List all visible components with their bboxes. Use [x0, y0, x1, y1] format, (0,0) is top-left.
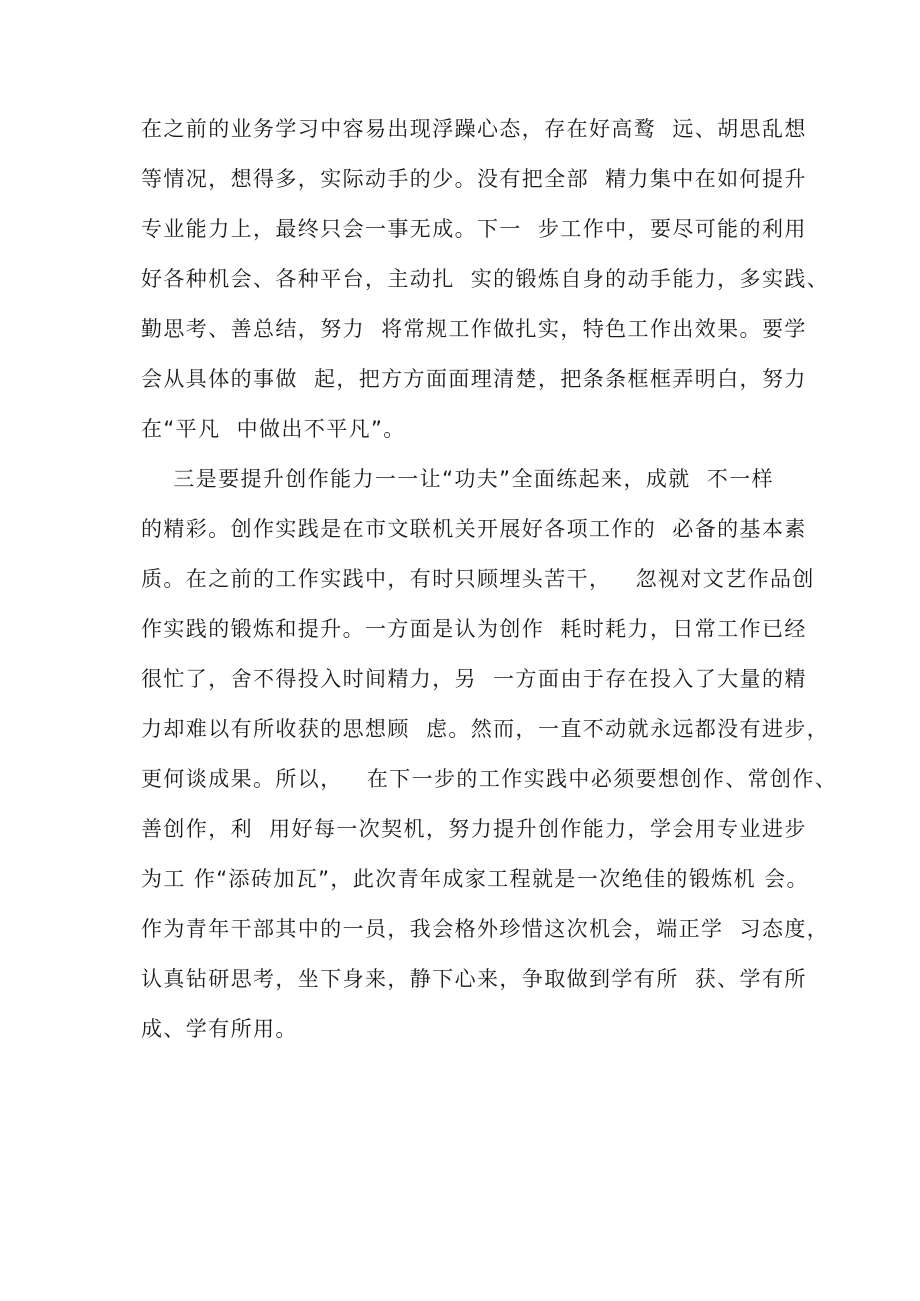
paragraph-line: 质。在之前的工作实践中，有时只顾埋头苦干， 忽视对文艺作品创	[141, 567, 815, 591]
paragraph-line: 三是要提升创作能力一一让“功夫”全面练起来，成就 不一样	[141, 467, 775, 491]
paragraph-line: 会从具体的事做 起，把方方面面理清楚，把条条框框弄明白，努力	[141, 367, 807, 391]
paragraph-line: 认真钻研思考，坐下身来，静下心来，争取做到学有所 获、学有所	[141, 967, 807, 991]
paragraph-line: 作为青年干部其中的一员，我会格外珍惜这次机会，端正学 习态度，	[141, 917, 830, 941]
paragraph-line: 专业能力上，最终只会一事无成。下一 步工作中，要尽可能的利用	[141, 217, 807, 241]
paragraph-line: 成、学有所用。	[141, 1017, 298, 1041]
paragraph-line: 为工 作“添砖加瓦”，此次青年成家工程就是一次绝佳的锻炼机 会。	[141, 867, 809, 891]
paragraph-line: 好各种机会、各种平台，主动扎 实的锻炼自身的动手能力，多实践、	[141, 267, 830, 291]
paragraph-line: 在“平凡 中做出不平凡”。	[141, 417, 406, 441]
paragraph-line: 在之前的业务学习中容易出现浮躁心态，存在好高鹜 远、胡思乱想	[141, 117, 807, 141]
paragraph-line: 善创作，利 用好每一次契机，努力提升创作能力，学会用专业进步	[141, 817, 807, 841]
paragraph-line: 等情况，想得多，实际动手的少。没有把全部 精力集中在如何提升	[141, 167, 807, 191]
paragraph-line: 力却难以有所收获的思想顾 虑。然而，一直不动就永远都没有进步，	[141, 717, 830, 741]
paragraph-line: 很忙了，舍不得投入时间精力，另 一方面由于存在投入了大量的精	[141, 667, 807, 691]
paragraph-line: 作实践的锻炼和提升。一方面是认为创作 耗时耗力，日常工作已经	[141, 617, 807, 641]
paragraph-line: 勤思考、善总结，努力 将常规工作做扎实，特色工作出效果。要学	[141, 317, 807, 341]
paragraph-line: 的精彩。创作实践是在市文联机关开展好各项工作的 必备的基本素	[141, 517, 807, 541]
paragraph-line: 更何谈成果。所以， 在下一步的工作实践中必须要想创作、常创作、	[141, 767, 838, 791]
